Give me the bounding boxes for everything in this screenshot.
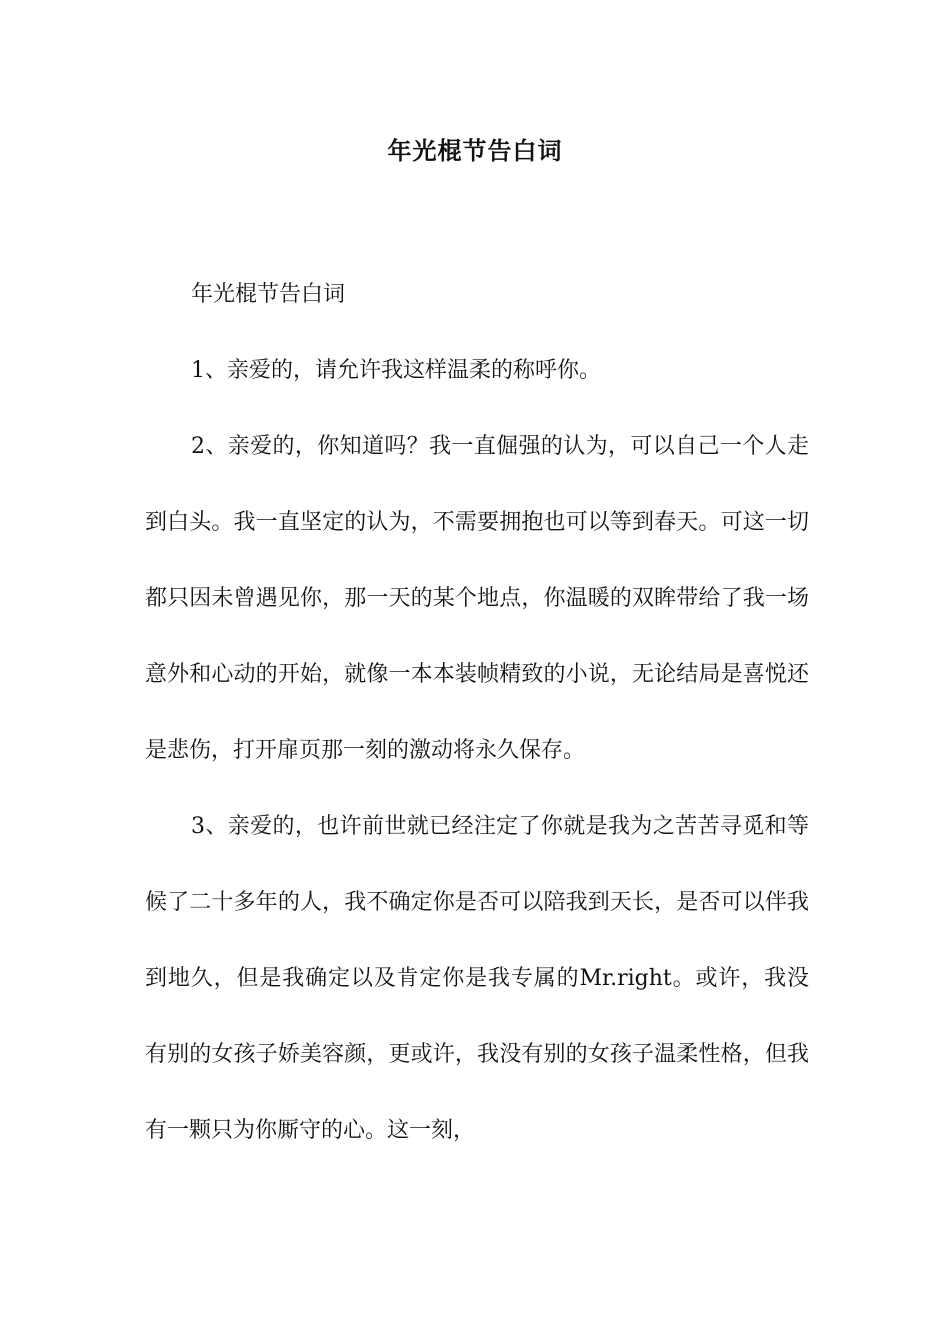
paragraph-2: 2、亲爱的，你知道吗？我一直倔强的认为，可以自己一个人走到白头。我一直坚定的认为，不需要拥抱也可以等到春天。可这一切都只因未曾遇见你，那一天的某个地点，你温暖的双眸带给了我一场意外和心动的开始，就像一本本装帧精致的小说，无论结局是喜悦还是悲伤，打开扉页那一刻的激动将永久保存。 — [145, 434, 809, 763]
paragraph-1: 1、亲爱的，请允许我这样温柔的称呼你。 — [191, 358, 601, 383]
document-title: 年光棍节告白词 — [387, 137, 563, 165]
paragraph-3: 3、亲爱的，也许前世就已经注定了你就是我为之苦苦寻觅和等候了二十多年的人，我不确定你是否可以陪我到天长，是否可以伴我到地久，但是我确定以及肯定你是我专属的Mr.right。或许，我没有别的女孩子娇美容颜，更或许，我没有别的女孩子温柔性格，但我有一颗只为你厮守的心。这一刻， — [145, 814, 809, 1143]
document-body — [145, 257, 809, 1169]
paragraph-heading: 年光棍节告白词 — [191, 282, 346, 307]
